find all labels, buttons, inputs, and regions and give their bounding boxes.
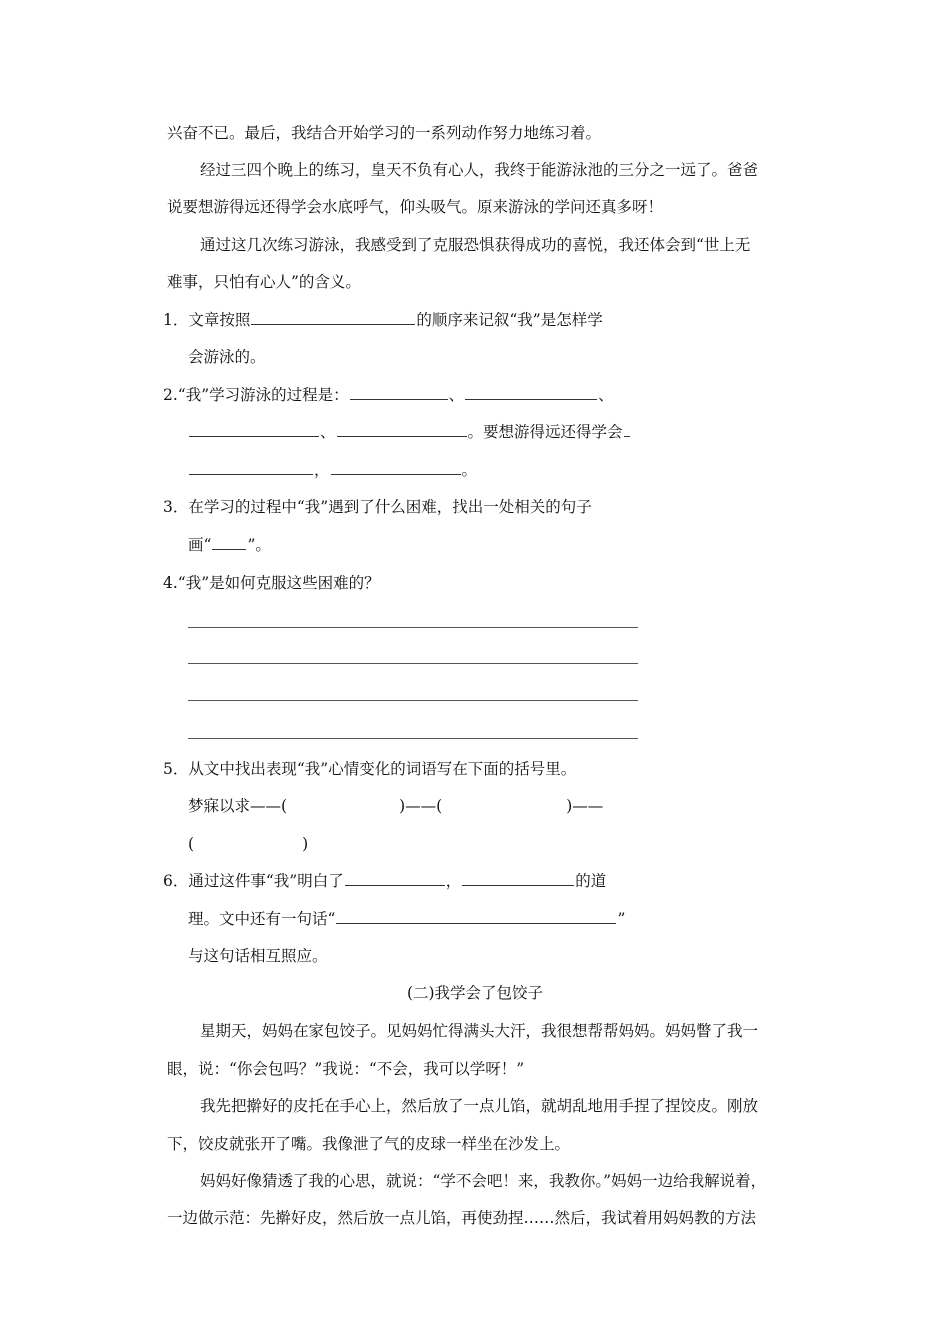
- question-3: 3．在学习的过程中“我”遇到了什么困难，找出一处相关的句子: [163, 498, 592, 516]
- question-5: 5．从文中找出表现“我”心情变化的词语写在下面的括号里。: [163, 760, 577, 778]
- passage2-para2-line2: 下，饺皮就张开了嘴。我像泄了气的皮球一样坐在沙发上。: [167, 1135, 571, 1153]
- q2-blank-4[interactable]: [337, 435, 467, 437]
- q2-blank-5[interactable]: [189, 473, 313, 475]
- question-2-line3: ， 。: [188, 463, 477, 479]
- passage1-para1-end: 兴奋不已。最后，我结合开始学习的一系列动作努力地练习着。: [167, 124, 602, 142]
- q2-blank-6[interactable]: [331, 473, 461, 475]
- passage1-para3-line2: 难事，只怕有心人”的含义。: [167, 273, 361, 291]
- q6-quote-blank[interactable]: [336, 922, 616, 924]
- question-6-line2: 理。文中还有一句话“ ”: [188, 910, 626, 928]
- question-2-line2: 、 。要想游得远还得学会: [188, 425, 631, 441]
- question-6-line3: 与这句话相互照应。: [188, 947, 328, 965]
- question-4: 4.“我”是如何克服这些困难的？: [163, 574, 380, 592]
- passage1-para3-line1: 通过这几次练习游泳，我感受到了克服恐惧获得成功的喜悦，我还体会到“世上无: [200, 236, 751, 254]
- question-5-chain: 梦寐以求——( )——( )——: [188, 797, 604, 815]
- q4-answer-line-2[interactable]: [188, 663, 638, 664]
- q2-blank-1[interactable]: [350, 398, 448, 400]
- question-2: 2.“我”学习游泳的过程是： 、 、: [163, 386, 614, 404]
- passage1-para2-line2: 说要想游得远还得学会水底呼气，仰头吸气。原来游泳的学问还真多呀！: [167, 198, 664, 216]
- question-3-cont: 画“ ”。: [188, 536, 271, 554]
- q3-underline-mark: [212, 548, 246, 550]
- q2-blank-3[interactable]: [189, 435, 319, 437]
- q4-answer-line-1[interactable]: [188, 627, 638, 628]
- passage2-title: (二)我学会了包饺子: [406, 984, 544, 1002]
- passage2-para2-line1: 我先把擀好的皮托在手心上，然后放了一点儿馅，就胡乱地用手捏了捏饺皮。刚放: [200, 1097, 759, 1115]
- question-1-cont: 会游泳的。: [188, 348, 266, 366]
- passage2-para1-line1: 星期天，妈妈在家包饺子。见妈妈忙得满头大汗，我很想帮帮妈妈。妈妈瞥了我一: [200, 1022, 759, 1040]
- q6-blank-2[interactable]: [462, 884, 574, 886]
- question-5-chain-end: ( ): [188, 835, 309, 853]
- q6-blank-1[interactable]: [345, 884, 445, 886]
- q1-answer-blank[interactable]: [251, 323, 415, 325]
- q2-blank-tail[interactable]: [624, 435, 630, 437]
- q4-answer-line-4[interactable]: [188, 738, 638, 739]
- q4-answer-line-3[interactable]: [188, 700, 638, 701]
- passage2-para3-line2: 一边做示范：先擀好皮，然后放一点儿馅，再使劲捏……然后，我试着用妈妈教的方法: [167, 1209, 757, 1227]
- passage1-para2-line1: 经过三四个晚上的练习，皇天不负有心人，我终于能游泳池的三分之一远了。爸爸: [200, 161, 759, 179]
- question-1: 1．文章按照 的顺序来记叙“我”是怎样学: [163, 311, 603, 329]
- question-6: 6．通过这件事“我”明白了 ， 的道: [163, 872, 607, 890]
- passage2-para3-line1: 妈妈好像猜透了我的心思，就说：“学不会吧！来，我教你。”妈妈一边给我解说着，: [200, 1172, 767, 1190]
- q2-blank-2[interactable]: [465, 398, 597, 400]
- passage2-para1-line2: 眼，说：“你会包吗？”我说：“不会，我可以学呀！”: [167, 1060, 525, 1078]
